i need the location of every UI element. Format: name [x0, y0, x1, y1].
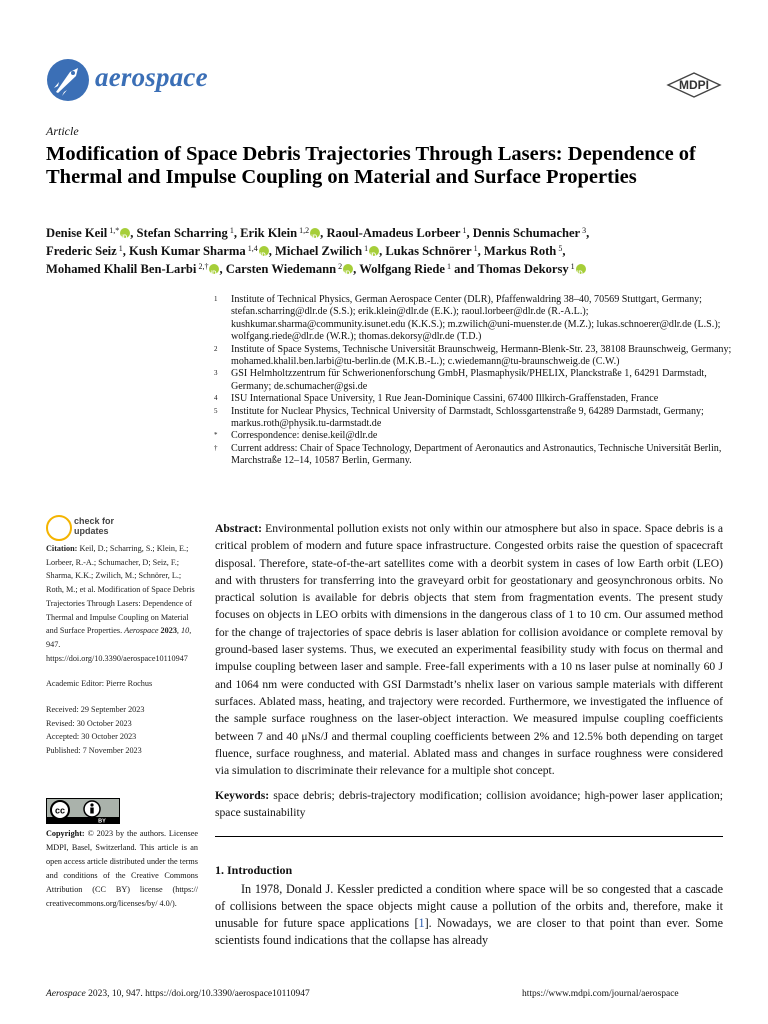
affiliation-item	[214, 344, 734, 369]
orcid-icon[interactable]	[259, 246, 269, 256]
citation-volume: 10	[181, 626, 190, 636]
author-affiliation-marker: 1	[460, 226, 467, 235]
affiliation-text: GSI Helmholtzzentrum für Schwerionenforschung GmbH, Plasmaphysik/PHELIX, Planckstraße 1, 64291 Darmstadt, Germany; de.schumacher@gsi.de	[231, 368, 707, 392]
intro-text-end: ]. Nowadays, we are closer to that point than ever. Some scientists found indications that the collapse has already	[215, 916, 724, 947]
author-name: Dennis Schumacher	[472, 226, 581, 240]
check-for-updates-label[interactable]	[74, 516, 114, 536]
citation-year: 2023	[160, 626, 177, 636]
author-affiliation-marker: 1,4	[245, 244, 258, 253]
footer-citation	[46, 989, 310, 999]
author-name: Markus Roth	[483, 244, 557, 258]
revised-date: Revised: 30 October 2023	[46, 718, 132, 728]
author-name: Mohamed Khalil Ben-Larbi	[46, 262, 197, 276]
orcid-icon[interactable]	[576, 264, 586, 274]
affiliation-number: *	[214, 431, 218, 440]
author-affiliation-marker: 1,*	[107, 226, 120, 235]
footer-doi[interactable]: 2023, 10, 947. https://doi.org/10.3390/aerospace10110947	[85, 989, 310, 999]
abstract	[215, 520, 723, 779]
academic-editor: Academic Editor: Pierre Rochus	[46, 679, 153, 689]
author-line: Frederic Seiz $^1$, Kush Kumar Sharma $^{1,4}$iD , Michael Zwilich $^1$iD , Lukas Schnörer $^1$, Markus Roth $^5$,	[46, 242, 736, 260]
orcid-icon[interactable]	[310, 228, 320, 238]
affiliation-item	[214, 443, 734, 468]
affiliation-number: †	[214, 443, 218, 452]
mdpi-logo-icon	[665, 72, 723, 98]
author-affiliation-marker: 5	[556, 244, 563, 253]
citation-text: Keil, D.; Scharring, S.; Klein, E.; Lorbeer, R.-A.; Schumacher, D; Seiz, F.; Sharma, K.K.; Zwilich, M.; Schnörer, L.; Roth, M.; et al. Modification of Space Debris Trajectories Through Lasers: Dependence of Thermal and Impulse Coupling on Material and Surface Properties.	[46, 544, 195, 636]
orcid-icon[interactable]	[209, 264, 219, 274]
cc-by-license-icon[interactable]	[46, 798, 120, 824]
affiliation-number: 4	[214, 394, 218, 403]
keywords	[215, 787, 723, 822]
affiliation-text: Correspondence: denise.keil@dlr.de	[231, 430, 378, 442]
author-name: Thomas Dekorsy	[477, 262, 569, 276]
affiliation-number: 1	[214, 295, 218, 303]
svg-text:cc: cc	[54, 805, 66, 816]
author-affiliation-marker: 2	[336, 262, 343, 271]
section-heading: 1. Introduction	[215, 863, 293, 877]
intro-text-start: In 1978, Donald J. Kessler predicted a condition where space will be so congested that a cascade of collisions between the space objects might cause a pollution of the orbits and, therefore, make it unusable for future space applications [	[215, 882, 723, 930]
footer-journal-url[interactable]: https://www.mdpi.com/journal/aerospace	[522, 989, 679, 999]
affiliation-number: 3	[214, 369, 218, 378]
affiliation-text: Institute for Nuclear Physics, Technical University of Darmstadt, Schlossgartenstraße 9, 64289 Darmstadt, Germany; markus.roth@physik.tu-darmstadt.de	[231, 405, 704, 430]
author-affiliation-marker: 1	[568, 262, 575, 271]
author-affiliation-marker: 1	[471, 244, 478, 253]
accepted-date: Accepted: 30 October 2023	[46, 732, 137, 742]
author-name: Wolfgang Riede	[359, 262, 445, 276]
author-affiliation-marker: 1	[362, 244, 369, 253]
copyright-notice	[46, 827, 198, 911]
author-name: Kush Kumar Sharma	[129, 244, 246, 258]
affiliation-item	[214, 393, 734, 405]
author-affiliation-marker: 1	[444, 262, 451, 271]
paper-title: Modification of Space Debris Trajectories Through Lasers: Dependence of Thermal and Impulse Coupling on Material and Surface Properties	[46, 143, 696, 188]
author-name: Stefan Scharring	[136, 226, 228, 240]
copyright-label: Copyright:	[46, 829, 85, 838]
journal-name: aerospace	[95, 62, 208, 92]
author-name: Erik Klein	[240, 226, 298, 240]
article-type: Article	[46, 124, 79, 138]
author-line: Mohamed Khalil Ben-Larbi $^{2,\dagger}$iD , Carsten Wiedemann $^2$iD , Wolfgang Riede $^1$ and Thomas Dekorsy $^1$iD	[46, 260, 736, 278]
keywords-text: space debris; debris-trajectory modification; collision avoidance; high-power laser application; space sustainability	[215, 789, 723, 820]
affiliation-number: 2	[214, 344, 218, 353]
section-divider	[215, 836, 723, 837]
affiliation-item	[214, 406, 734, 431]
affiliation-item	[214, 430, 734, 442]
author-name: Frederic Seiz	[46, 244, 117, 258]
copyright-text: © 2023 by the authors. Licensee MDPI, Basel, Switzerland. This article is an open access article distributed under the terms and conditions of the Creative Commons Attribution (CC BY) license (https:// creativecommons.org/licenses/by/ 4.0/).	[46, 829, 199, 908]
check-line2: updates	[74, 526, 109, 536]
citation-link[interactable]: 1	[418, 916, 425, 930]
citation-journal: Aerospace	[124, 626, 159, 636]
cc-by-label: BY	[98, 818, 106, 824]
author-name: Michael Zwilich	[274, 244, 363, 258]
footer-journal: Aerospace	[46, 989, 86, 999]
sidebar-info	[46, 542, 196, 758]
author-name: Raoul-Amadeus Lorbeer	[326, 226, 461, 240]
author-affiliation-marker: 1	[116, 244, 123, 253]
orcid-icon[interactable]	[343, 264, 353, 274]
affiliation-text: ISU International Space University, 1 Rue Jean-Dominique Cassini, 67400 Illkirch-Graffenstaden, France	[231, 393, 659, 405]
publisher-name: MDPI	[679, 78, 709, 92]
keywords-label: Keywords:	[215, 789, 270, 802]
author-list	[46, 224, 736, 278]
affiliation-number: 5	[214, 406, 218, 415]
author-name: Denise Keil	[46, 226, 108, 240]
orcid-icon[interactable]	[369, 246, 379, 256]
orcid-icon[interactable]	[120, 228, 130, 238]
affiliation-item	[214, 368, 734, 393]
abstract-label: Abstract:	[215, 522, 263, 535]
abstract-text: Environmental pollution exists not only within our atmosphere but also in space. Space debris is a critical problem of modern and future space infrastructure. Congested orbits raise the question of spacecraft disposal. Therefore, state-of-the-art satellites come with a deorbit system in cases of low Earth orbit (LEO) and with thrusters for transferring into the graveyard orbit for geostationary and geosynchronous orbits. No practical solution is available for debris objects that stem from fragmentation events. The present study focuses on objects in LEO orbits with dimensions in the dangerous class of 1 to 10 cm. Our assumed method for the change of trajectories of space debris is laser ablation for collision avoidance or complete removal by ground-based laser systems. Thus, we executed an experimental feasibility study with focus on thermal and impulse coupling between laser and sample. Free-fall experiments with a 10 ns laser pulse at nominally 60 J and 1064 nm were conducted with GSI Darmstadt’s nhelix laser on various sample materials with different surfaces. Ablated mass, heating, and trajectory were recorded. Furthermore, we investigated the influence of the sample surface roughness on the laser-object interaction. We measured impulse coupling coefficients between 7 and 40 μNs/J and thermal coupling coefficients between 2% and 12.5% both depending on target fluence, surface roughness, and material. Ablated mass and changes in surface roughness were considered via simulation to discriminate their relevance for a multiple shot concept.	[215, 522, 724, 778]
check-line1: check for	[74, 516, 115, 526]
citation-label: Citation:	[46, 544, 78, 553]
affiliation-text: Institute of Space Systems, Technische Universität Braunschweig, Hermann-Blenk-Str. 23, 38108 Braunschweig, Germany; mohamed.khalil.ben.larbi@tu-berlin.de (M.K.B.-L.); c.wiedemann@tu-braunschweig.de (C.W.)	[231, 343, 732, 368]
author-affiliation-marker: 2,†	[196, 262, 209, 271]
author-line: Denise Keil $^{1,*}$iD , Stefan Scharring $^1$, Erik Klein $^{1,2}$iD , Raoul-Amadeus Lorbeer $^1$, Dennis Schumacher $^3$,	[46, 224, 736, 242]
citation: Citation: Keil, D.; Scharring, S.; Klein, E.; Lorbeer, R.-A.; Schumacher, D; Seiz, F.; Sharma, K.K.; Zwilich, M.; Schnörer, L.; Roth, M.; et al. Modification of Space Debris Trajectories Through Lasers: Dependence of Thermal and Impulse Coupling on Material and Surface Properties. Aerospace 2023, 10, 947. https://doi.org/10.3390/aerospace10110947	[46, 544, 195, 663]
affiliations	[214, 294, 734, 468]
introduction-paragraph	[215, 881, 723, 949]
affiliation-item	[214, 294, 734, 344]
aerospace-logo-icon	[46, 58, 90, 102]
author-affiliation-marker: 1	[227, 226, 234, 235]
author-affiliation-marker: 3	[580, 226, 587, 235]
published-date: Published: 7 November 2023	[46, 746, 142, 756]
check-for-updates-icon[interactable]	[46, 515, 72, 541]
citation-doi[interactable]: , 947. https://doi.org/10.3390/aerospace10110947	[46, 626, 192, 663]
received-date: Received: 29 September 2023	[46, 705, 145, 715]
author-name: Lukas Schnörer	[385, 244, 472, 258]
affiliation-text: Current address: Chair of Space Technology, Department of Aeronautics and Astronautics, Technische Universität Berlin, Marchstraße 12–14, 10587 Berlin, Germany.	[231, 442, 722, 467]
author-affiliation-marker: 1,2	[297, 226, 310, 235]
author-name: Carsten Wiedemann	[225, 262, 337, 276]
affiliation-text: Institute of Technical Physics, German Aerospace Center (DLR), Pfaffenwaldring 38–40, 70569 Stuttgart, Germany; stefan.scharring@dlr.de (S.S.); erik.klein@dlr.de (E.K.); raoul.lorbeer@dlr.de (R.-A.L.); kushkumar.sharma@community.isunet.edu (K.K.S.); m.zwilich@uni-muenster.de (M.Z.); lukas.schnoerer@dlr.de (L.S.); wolfgang.riede@dlr.de (W.R.); thomas.dekorsy@dlr.de (T.D.)	[231, 294, 721, 343]
